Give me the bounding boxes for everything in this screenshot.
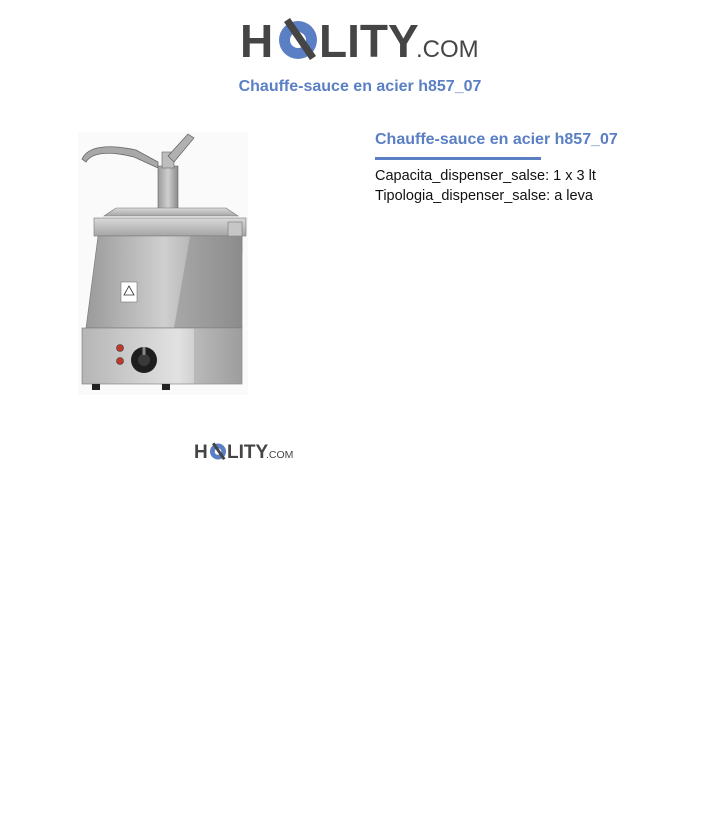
logo-letters: LITY xyxy=(227,442,269,462)
spec-list xyxy=(375,167,596,206)
logo-o-icon xyxy=(279,18,317,60)
page-title: Chauffe-sauce en acier h857_07 xyxy=(238,78,482,95)
logo-suffix: .COM xyxy=(416,36,479,63)
spec-value: 1 x 3 lt xyxy=(553,168,596,184)
spec-key: Capacita_dispenser_salse xyxy=(375,168,546,184)
logo-letters: LITY xyxy=(319,15,419,67)
holity-logo xyxy=(240,12,480,68)
logo-letter-h: H xyxy=(194,442,208,462)
holity-logo-small xyxy=(194,440,294,462)
product-heading: Chauffe-sauce en acier h857_07 xyxy=(375,131,618,148)
logo-suffix: .COM xyxy=(266,449,294,461)
spec-value: a leva xyxy=(554,187,593,204)
logo-o-icon xyxy=(210,443,226,461)
heading-underline xyxy=(375,157,541,160)
logo-letter-h: H xyxy=(240,15,274,67)
spec-row-type: Tipologia_dispenser_salse: a leva xyxy=(375,187,593,204)
spec-row-capacity: Capacita_dispenser_salse: 1 x 3 lt xyxy=(375,168,596,184)
sauce-warmer-product-photo xyxy=(78,132,248,395)
spec-key: Tipologia_dispenser_salse xyxy=(375,187,547,204)
